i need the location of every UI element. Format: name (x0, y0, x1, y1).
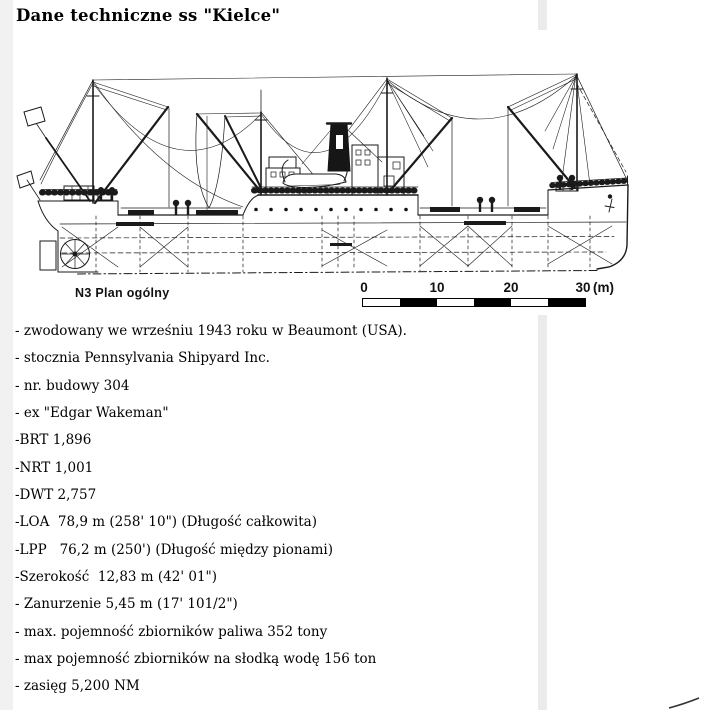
scale-bar-segments (362, 298, 586, 307)
scale-bar (362, 280, 632, 310)
spec-line: -LPP 76,2 m (250') (Długość między pionami) (15, 541, 334, 558)
spec-line: -DWT 2,757 (15, 487, 97, 504)
spec-line: -NRT 1,001 (15, 459, 94, 476)
left-margin-strip (0, 0, 13, 710)
spec-line: - Zanurzenie 5,45 m (17' 101/2") (15, 596, 238, 613)
ship-drawing (14, 30, 641, 315)
scale-segment (437, 299, 474, 306)
scale-segment (400, 299, 437, 306)
spec-line: -BRT 1,896 (15, 432, 92, 449)
figure-caption: N3 Plan ogólny (75, 286, 170, 300)
scale-tick-0: 0 (360, 280, 368, 295)
spec-line: - stocznia Pennsylvania Shipyard Inc. (15, 350, 270, 367)
scale-segment (511, 299, 548, 306)
scale-tick-20: 20 (503, 280, 519, 295)
scale-unit-label: (m) (593, 280, 614, 295)
portholes (254, 208, 408, 212)
scale-tick-10: 10 (429, 280, 445, 295)
spec-line: - zasięg 5,200 NM (15, 678, 140, 695)
scale-segment (363, 299, 400, 306)
scale-tick-30: 30 (575, 280, 591, 295)
spec-line: -LOA 78,9 m (258' 10") (Długość całkowita) (15, 514, 317, 531)
spec-line: - nr. budowy 304 (15, 377, 130, 394)
specs-list (15, 318, 540, 701)
spec-line: - zwodowany we wrześniu 1943 roku w Beaumont (USA). (15, 323, 407, 339)
spec-line: -Szerokość 12,83 m (42' 01") (15, 569, 218, 586)
next-image-fragment (665, 694, 701, 710)
spec-line: - ex "Edgar Wakeman" (15, 405, 169, 422)
page-title: Dane techniczne ss "Kielce" (16, 6, 281, 25)
spec-line: - max. pojemność zbiorników paliwa 352 tony (15, 623, 328, 640)
scale-segment (548, 299, 585, 306)
ship-general-plan-figure (14, 30, 641, 315)
scale-segment (474, 299, 511, 306)
spec-line: - max pojemność zbiorników na słodką wodę 156 ton (15, 651, 377, 668)
